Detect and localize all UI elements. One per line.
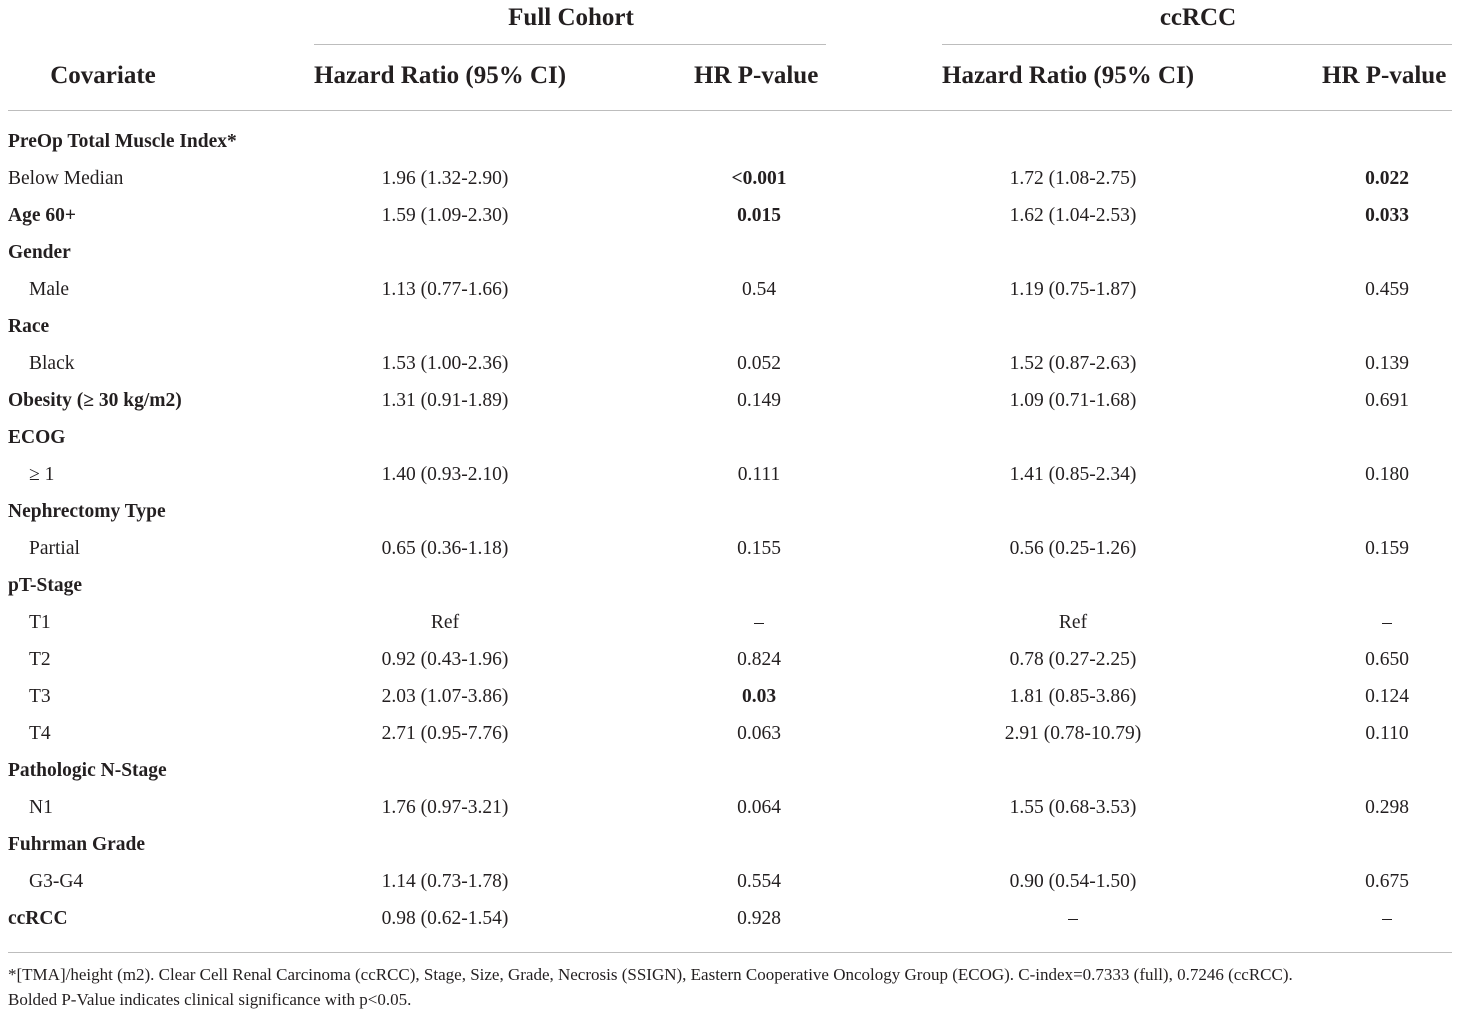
ccrcc-hazard-ratio: 1.41 (0.85-2.34) (1009, 464, 1137, 485)
full-cohort-hazard-ratio: 1.40 (0.93-2.10) (381, 464, 509, 485)
ccrcc-pvalue: 0.139 (1365, 353, 1409, 374)
full-cohort-hazard-ratio: 1.13 (0.77-1.66) (381, 279, 509, 300)
ccrcc-pvalue: 0.691 (1365, 390, 1409, 411)
ccrcc-hazard-ratio: Ref (1058, 612, 1088, 633)
covariate-label: N1 (29, 797, 53, 818)
table-row (0, 314, 1460, 351)
group-rule-ccrcc (942, 44, 1452, 45)
group-rule-full-cohort (314, 44, 826, 45)
table-row (0, 277, 1460, 314)
covariate-label: Fuhrman Grade (8, 834, 146, 855)
table-row (0, 240, 1460, 277)
column-header-full-hazard-ratio: Hazard Ratio (95% CI) (314, 62, 567, 89)
table-row (0, 869, 1460, 906)
full-cohort-hazard-ratio: 0.92 (0.43-1.96) (381, 649, 509, 670)
ccrcc-hazard-ratio: 2.91 (0.78-10.79) (1004, 723, 1142, 744)
table-row (0, 536, 1460, 573)
full-cohort-hazard-ratio: 1.31 (0.91-1.89) (381, 390, 509, 411)
table-row (0, 906, 1460, 943)
ccrcc-pvalue: 0.124 (1365, 686, 1409, 707)
full-cohort-hazard-ratio: 0.65 (0.36-1.18) (381, 538, 509, 559)
table-row (0, 129, 1460, 166)
table-row (0, 647, 1460, 684)
covariate-label: Partial (29, 538, 80, 559)
covariate-label: Obesity (≥ 30 kg/m2) (8, 390, 182, 411)
covariate-label: PreOp Total Muscle Index* (8, 131, 237, 152)
full-cohort-pvalue: <0.001 (731, 168, 787, 189)
covariate-label: Black (29, 353, 75, 374)
column-header-ccrcc-hr-pvalue: HR P-value (1322, 62, 1447, 89)
group-title-ccrcc: ccRCC (1159, 4, 1237, 31)
ccrcc-pvalue: 0.675 (1365, 871, 1409, 892)
ccrcc-pvalue: 0.022 (1365, 168, 1409, 189)
table-row (0, 425, 1460, 462)
ccrcc-pvalue: 0.650 (1365, 649, 1409, 670)
column-header-ccrcc-hazard-ratio: Hazard Ratio (95% CI) (942, 62, 1195, 89)
ccrcc-hazard-ratio: 1.55 (0.68-3.53) (1009, 797, 1137, 818)
ccrcc-pvalue: 0.110 (1365, 723, 1409, 744)
full-cohort-pvalue: 0.03 (741, 686, 777, 707)
table-footnote (8, 962, 1456, 1012)
covariate-label: Male (29, 279, 70, 300)
covariate-label: T4 (29, 723, 51, 744)
ccrcc-pvalue: – (1382, 908, 1392, 929)
full-cohort-hazard-ratio: 2.71 (0.95-7.76) (381, 723, 509, 744)
ccrcc-hazard-ratio: 1.62 (1.04-2.53) (1009, 205, 1137, 226)
table-row (0, 758, 1460, 795)
covariate-label: T3 (29, 686, 51, 707)
covariate-label: G3-G4 (29, 871, 84, 892)
full-cohort-hazard-ratio: 0.98 (0.62-1.54) (381, 908, 509, 929)
header-rule (8, 110, 1452, 111)
full-cohort-hazard-ratio: 1.96 (1.32-2.90) (381, 168, 509, 189)
covariate-label: Below Median (8, 168, 124, 189)
ccrcc-pvalue: 0.298 (1365, 797, 1409, 818)
ccrcc-pvalue: 0.033 (1365, 205, 1409, 226)
ccrcc-hazard-ratio: 0.78 (0.27-2.25) (1009, 649, 1137, 670)
full-cohort-pvalue: 0.015 (737, 205, 781, 226)
ccrcc-hazard-ratio: 1.72 (1.08-2.75) (1009, 168, 1137, 189)
ccrcc-pvalue: 0.159 (1365, 538, 1409, 559)
full-cohort-pvalue: 0.928 (737, 908, 781, 929)
table-row (0, 573, 1460, 610)
full-cohort-hazard-ratio: 1.53 (1.00-2.36) (381, 353, 509, 374)
ccrcc-hazard-ratio: 1.81 (0.85-3.86) (1009, 686, 1137, 707)
full-cohort-hazard-ratio: 1.76 (0.97-3.21) (381, 797, 509, 818)
table-row (0, 166, 1460, 203)
covariate-label: Nephrectomy Type (8, 501, 166, 522)
full-cohort-hazard-ratio: 2.03 (1.07-3.86) (381, 686, 509, 707)
table-row (0, 351, 1460, 388)
full-cohort-pvalue: 0.149 (737, 390, 781, 411)
column-header-full-hr-pvalue: HR P-value (694, 62, 819, 89)
table-row (0, 832, 1460, 869)
table-row (0, 388, 1460, 425)
covariate-label: T2 (29, 649, 51, 670)
covariate-label: Gender (8, 242, 71, 263)
ccrcc-hazard-ratio: 1.19 (0.75-1.87) (1009, 279, 1137, 300)
table-row (0, 610, 1460, 647)
covariate-label: ccRCC (8, 908, 68, 929)
table-row (0, 795, 1460, 832)
covariate-label: ≥ 1 (29, 464, 55, 485)
ccrcc-pvalue: 0.180 (1365, 464, 1409, 485)
full-cohort-pvalue: 0.54 (741, 279, 777, 300)
ccrcc-pvalue: 0.459 (1365, 279, 1409, 300)
footnote-line-2: Bolded P-Value indicates clinical significance with p<0.05. (8, 990, 412, 1009)
covariate-label: Pathologic N-Stage (8, 760, 167, 781)
table-row (0, 684, 1460, 721)
column-header-covariate: Covariate (50, 62, 156, 89)
full-cohort-hazard-ratio: Ref (430, 612, 460, 633)
full-cohort-pvalue: 0.052 (737, 353, 781, 374)
covariate-label: T1 (29, 612, 51, 633)
full-cohort-pvalue: 0.824 (737, 649, 781, 670)
ccrcc-pvalue: – (1382, 612, 1392, 633)
table-row (0, 203, 1460, 240)
table-row (0, 462, 1460, 499)
ccrcc-hazard-ratio: 1.52 (0.87-2.63) (1009, 353, 1137, 374)
table-row (0, 721, 1460, 758)
table-row (0, 499, 1460, 536)
ccrcc-hazard-ratio: 0.56 (0.25-1.26) (1009, 538, 1137, 559)
full-cohort-hazard-ratio: 1.59 (1.09-2.30) (381, 205, 509, 226)
covariate-label: ECOG (8, 427, 66, 448)
footer-rule (8, 952, 1452, 953)
full-cohort-pvalue: 0.111 (737, 464, 781, 485)
full-cohort-pvalue: – (754, 612, 764, 633)
full-cohort-pvalue: 0.063 (737, 723, 781, 744)
ccrcc-hazard-ratio: 0.90 (0.54-1.50) (1009, 871, 1137, 892)
group-title-full-cohort: Full Cohort (508, 4, 634, 31)
full-cohort-pvalue: 0.155 (737, 538, 781, 559)
ccrcc-hazard-ratio: – (1068, 908, 1078, 929)
full-cohort-pvalue: 0.064 (737, 797, 781, 818)
footnote-line-1: *[TMA]/height (m2). Clear Cell Renal Carcinoma (ccRCC), Stage, Size, Grade, Necrosis (SSIGN), Eastern Cooperative Oncology Group (ECOG). C-index=0.7333 (full), 0.7246 (ccRCC). (8, 965, 1293, 984)
full-cohort-hazard-ratio: 1.14 (0.73-1.78) (381, 871, 509, 892)
covariate-label: pT-Stage (8, 575, 83, 596)
covariate-label: Age 60+ (8, 205, 76, 226)
full-cohort-pvalue: 0.554 (737, 871, 781, 892)
ccrcc-hazard-ratio: 1.09 (0.71-1.68) (1009, 390, 1137, 411)
covariate-label: Race (8, 316, 50, 337)
